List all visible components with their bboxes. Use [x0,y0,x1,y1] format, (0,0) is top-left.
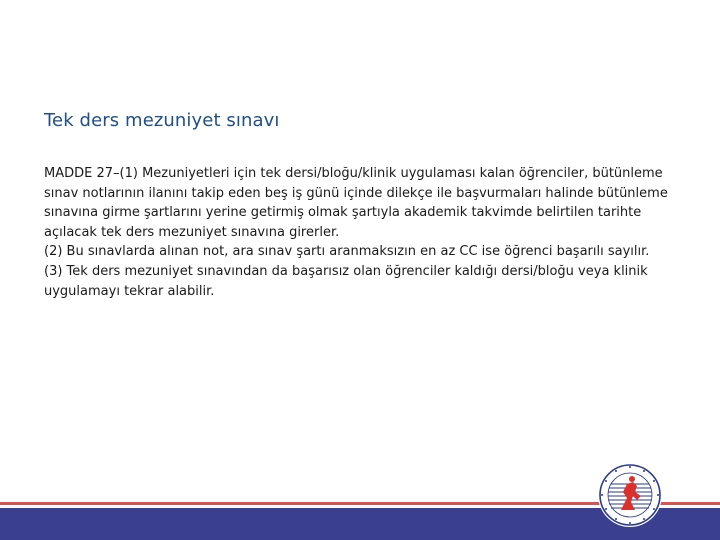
university-seal-icon [597,462,663,528]
article-paragraph-2: (2) Bu sınavlarda alınan not, ara sınav şartı aranmaksızın en az CC ise öğrenci başarılı sayılır. [44,244,650,260]
article-paragraph-3: (3) Tek ders mezuniyet sınavından da başarısız olan öğrenciler kaldığı dersi/bloğu veya klinik uygulamayı tekrar alabilir. [44,263,648,299]
article-paragraph-1: MADDE 27–(1) Mezuniyetleri için tek dersi/bloğu/klinik uygulaması kalan öğrenciler, bütünleme sınav notlarının ilanını takip eden beş iş günü içinde dilekçe ile başvurmaları halinde bütünleme sınavına girme şartlarını yerine getirmiş olmak şartıyla akademik takvimde belirtilen tarihte açılacak tek ders mezuniyet sınavına girerler. [44,166,668,240]
slide-body [44,164,674,301]
slide-title: Tek ders mezuniyet sınavı [44,110,280,131]
